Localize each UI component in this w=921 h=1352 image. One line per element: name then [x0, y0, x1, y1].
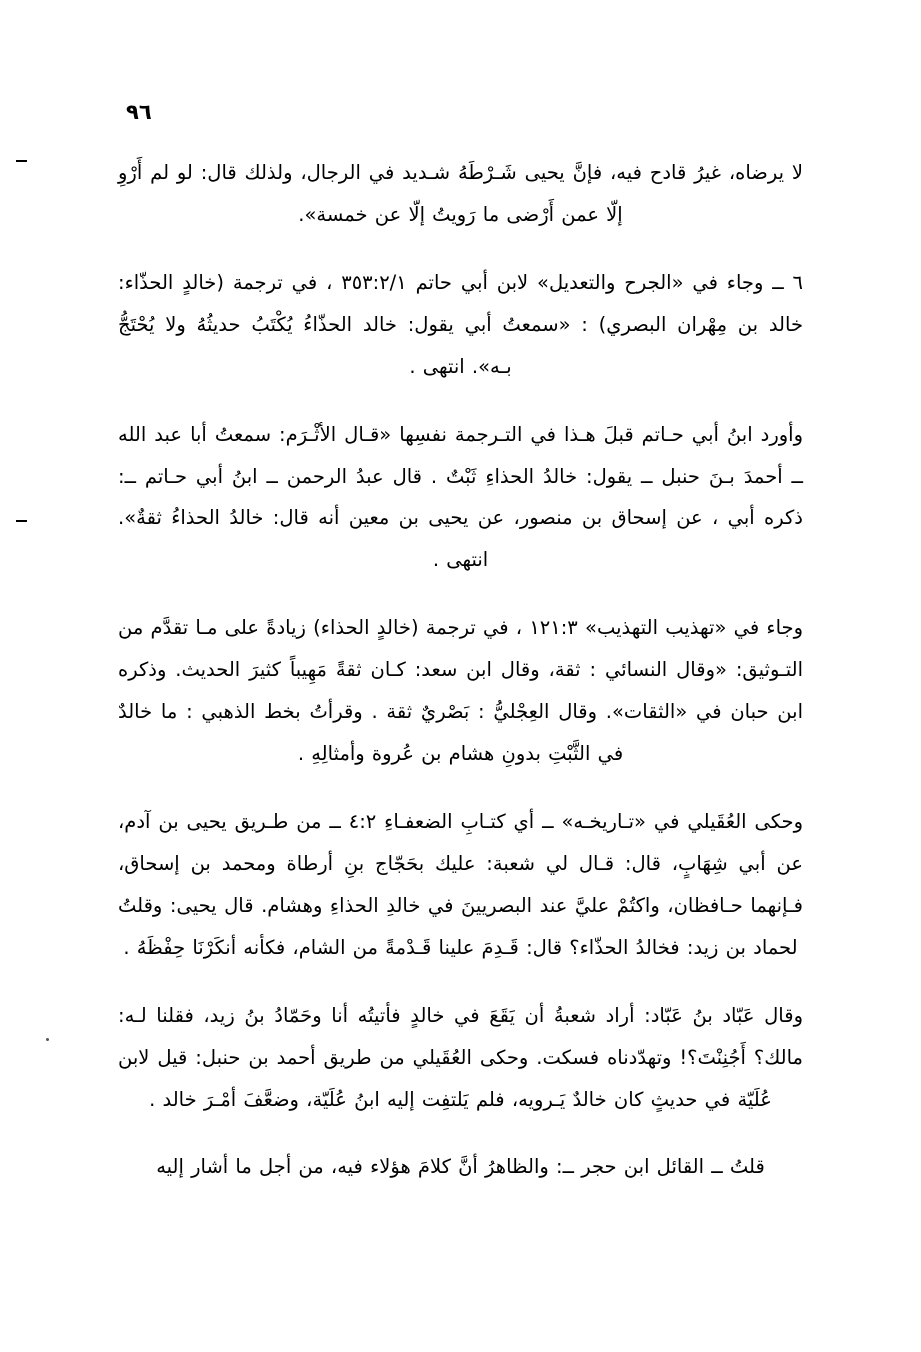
margin-tick-mark	[16, 160, 27, 162]
margin-tick-mark	[16, 520, 27, 522]
paragraph-7: قلتُ ــ القائل ابن حجر ــ: والظاهرُ أنَّ كلامَ هؤلاء فيه، من أجل ما أشار إليه	[156, 1155, 765, 1179]
margin-speck	[46, 1038, 49, 1041]
page-number: ٩٦	[126, 100, 152, 124]
paragraph-1: لا يرضاه، غيرُ قادح فيه، فإنَّ يحيى شَـرْطَهُ شـديد في الرجال، ولذلك قال: لو لم أَرْوِ إلّا عمن أَرْضى ما رَويتُ إلّا عن خمسة».	[118, 161, 803, 226]
paragraph-6: وقال عَبّاد بنُ عَبّاد: أراد شعبةُ أن يَقَعَ في خالدٍ فأتيتُه أنا وحَمّادُ بنُ زيد، فقلنا لـه: مالك؟ أَجُنِنْتَ؟! وتهدّدناه فسكت. وحكى العُقَيلي من طريق أحمد بن حنبل: قيل لابن عُلَيّة في حديثٍ كان خالدٌ يَـرويه، فلم يَلتفِت إليه ابنُ عُلَيّة، وضعَّفَ أمْـرَ خالد .	[118, 1003, 803, 1111]
paragraph-5: وحكى العُقَيلي في «تـاريخـه» ــ أي كتـابِ الضعفـاءِ ٤:٢ ــ من طـريق يحيى بن آدم، عن أبي شِهَابٍ، قال: قـال لي شعبة: عليك بحَجّاج بنِ أرطاة ومحمد بن إسحاق، فـإنهما حـافظان، واكتُمْ عليَّ عند البصريينَ في خالدِ الحذاءِ وهشام. قال يحيى: وقلتُ لحماد بن زيد: فخالدُ الحذّاء؟ قال: قَـدِمَ علينا قَـدْمةً من الشام، فكأنه أنكَرْنَا حِفْظَهُ .	[118, 809, 803, 959]
paragraph-4: وجاء في «تهذيب التهذيب» ١٢١:٣ ، في ترجمة (خالدٍ الحذاء) زيادةً على مـا تقدَّم من التـوثيق: «وقال النسائي : ثقة، وقال ابن سعد: كـان ثقةً مَهِيباً كثيرَ الحديث. وذكره ابن حبان في «الثقات». وقال العِجْليُّ : بَصْريٌ ثقة . وقرأتُ بخط الذهبي : ما خالدٌ في الثَّبْتِ بدونِ هشام بن عُروة وأمثالِهِ .	[118, 616, 803, 766]
paragraph-3: وأورد ابنُ أبي حـاتم قبلَ هـذا في التـرجمة نفسِها «قـال الأثْـرَم: سمعتُ أبا عبد الله ــ أحمدَ بـنَ حنبل ــ يقول: خالدُ الحذاءِ ثَبْتٌ . قال عبدُ الرحمن ــ ابنُ أبي حـاتم ــ: ذكره أبي ، عن إسحاق بن منصور، عن يحيى بن معين أنه قال: خالدُ الحذاءُ ثقةٌ». انتهى .	[118, 422, 803, 572]
paragraph-2: ٦ ــ وجاء في «الجرح والتعديل» لابن أبي حاتم ٣٥٣:٢/١ ، في ترجمة (خالدٍ الحذّاء: خالد بن مِهْران البصري) : «سمعتُ أبي يقول: خالد الحذّاءُ يُكْتَبُ حديثُهُ ولا يُحْتَجُّ بـه». انتهى .	[118, 270, 803, 378]
